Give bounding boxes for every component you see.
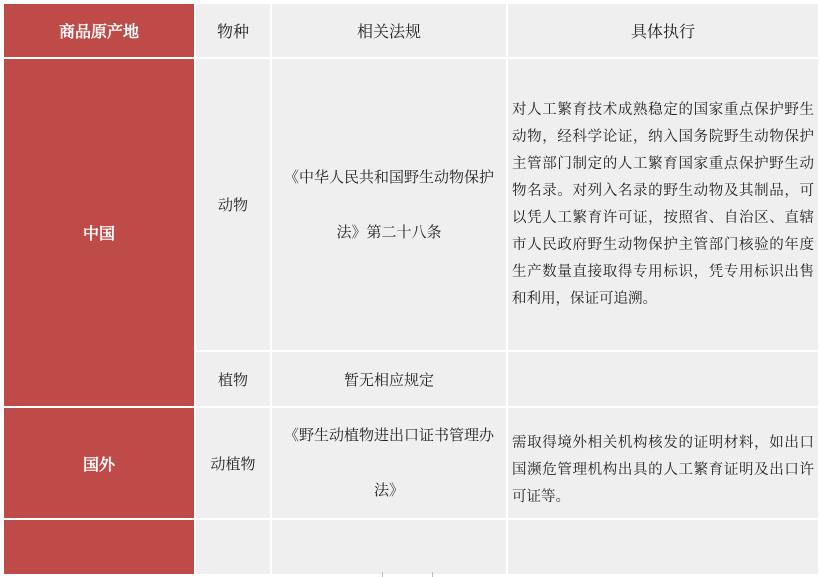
regulation-table bbox=[2, 2, 820, 576]
header-regulation: 相关法规 bbox=[271, 3, 507, 58]
execution-china-animals-text: 对人工繁育技术成熟稳定的国家重点保护野生动物，经科学论证，纳入国务院野生动物保护主管部门制定的人工繁育国家重点保护野生动物名录。对列入名录的野生动物及其制品，可以凭人工繁育许可证，按照省、自治区、直辖市人民政府野生动物保护主管部门核验的年度生产数量直接取得专用标识，凭专用标识出售和利用，保证可追溯。 bbox=[512, 101, 814, 307]
header-species: 物种 bbox=[195, 3, 271, 58]
regulation-abroad bbox=[271, 407, 507, 519]
origin-abroad: 国外 bbox=[3, 407, 195, 519]
regulation-china-animals bbox=[271, 58, 507, 351]
species-animals: 动物 bbox=[195, 58, 271, 351]
species-empty bbox=[195, 519, 271, 575]
table-row-abroad bbox=[3, 407, 819, 519]
regulation-china-plants: 暂无相应规定 bbox=[271, 351, 507, 407]
regulation-china-animals-text: 《中华人民共和国野生动物保护法》第二十八条 bbox=[284, 167, 495, 241]
regulation-abroad-text: 《野生动植物进出口证书管理办法》 bbox=[284, 426, 495, 499]
origin-empty bbox=[3, 519, 195, 575]
execution-abroad bbox=[507, 407, 819, 519]
table-row-china-animals bbox=[3, 58, 819, 351]
header-row bbox=[3, 3, 819, 58]
species-abroad: 动植物 bbox=[195, 407, 271, 519]
table-row-empty bbox=[3, 519, 819, 575]
species-plants: 植物 bbox=[195, 351, 271, 407]
header-execution: 具体执行 bbox=[507, 3, 819, 58]
execution-empty bbox=[507, 519, 819, 575]
execution-china-animals bbox=[507, 58, 819, 351]
origin-china: 中国 bbox=[3, 58, 195, 407]
regulation-empty bbox=[271, 519, 507, 575]
footer-tick bbox=[382, 572, 383, 577]
footer-tick bbox=[432, 572, 433, 577]
header-origin: 商品原产地 bbox=[3, 3, 195, 58]
execution-abroad-text: 需取得境外相关机构核发的证明材料，如出口国濒危管理机构出具的人工繁育证明及出口许可证等。 bbox=[512, 434, 814, 505]
execution-china-plants bbox=[507, 351, 819, 407]
